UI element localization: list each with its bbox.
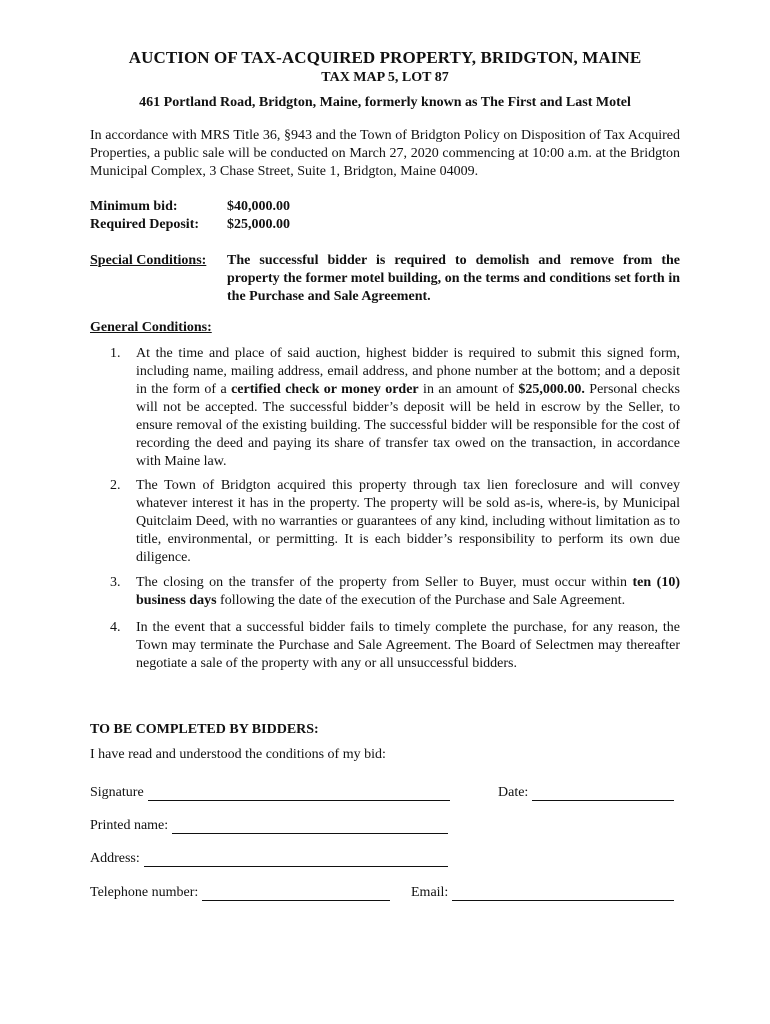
- required-deposit-label: Required Deposit:: [90, 217, 200, 232]
- special-conditions-text: The successful bidder is required to demolish and remove from the property the former motel building, on the terms and conditions set forth in the Purchase and Sale Agreement.: [227, 253, 680, 304]
- minimum-bid-value: $40,000.00: [227, 199, 290, 214]
- printed-name-line[interactable]: [172, 819, 448, 834]
- condition-number: 3.: [110, 575, 121, 590]
- minimum-bid-label: Minimum bid:: [90, 199, 178, 214]
- intro-paragraph: In accordance with MRS Title 36, §943 and the Town of Bridgton Policy on Disposition of Tax Acquired Properties, a public sale will be conducted on March 27, 2020 commencing at 10:00 a.m. at the Bridgton Municipal Complex, 3 Chase Street, Suite 1, Bridgton, Maine 04009.: [90, 128, 680, 179]
- address-label: Address:: [90, 851, 140, 866]
- date-label: Date:: [498, 785, 529, 800]
- condition-text: The Town of Bridgton acquired this property through tax lien foreclosure and will convey whatever interest it has in the property. The property will be sold as-is, where-is, by Municipal Quitclaim Deed, with no warranties or guarantees of any kind, including without limitation as to title, environmental, or permitting. It is each bidder’s responsibility to perform its own due diligence.: [136, 478, 680, 565]
- minimum-bid-row: [90, 199, 290, 215]
- condition-text: The closing on the transfer of the property from Seller to Buyer, must occur within ten (10) business days following the date of the execution of the Purchase and Sale Agreement.: [136, 575, 680, 608]
- document-title: AUCTION OF TAX-ACQUIRED PROPERTY, BRIDGTON, MAINE: [128, 48, 642, 67]
- condition-item-1: [110, 345, 680, 471]
- telephone-label: Telephone number:: [90, 885, 199, 900]
- printed-name-label: Printed name:: [90, 818, 169, 833]
- required-deposit-row: [90, 217, 290, 233]
- telephone-field: [90, 885, 390, 901]
- general-conditions-heading: General Conditions:: [90, 320, 212, 335]
- condition-text: At the time and place of said auction, highest bidder is required to submit this signed form, including name, mailing address, email address, and phone number at the bottom; and a deposit in the form of a certified check or money order in an amount of $25,000.00. Personal checks will not be accepted. The successful bidder’s deposit will be held in escrow by the Seller, to ensure removal of the existing building. The successful bidder will be responsible for the cost of recording the deed and paying its share of transfer tax owed on the transaction, in accordance with Maine law.: [136, 346, 680, 469]
- condition-item-3: [110, 574, 680, 610]
- special-conditions-label: Special Conditions:: [90, 253, 207, 268]
- telephone-line[interactable]: [202, 886, 390, 901]
- signature-line[interactable]: [148, 786, 450, 801]
- signature-field: [90, 785, 450, 801]
- bidders-heading: TO BE COMPLETED BY BIDDERS:: [90, 722, 319, 737]
- email-label: Email:: [411, 885, 449, 900]
- acknowledgement-text: I have read and understood the conditions of my bid:: [90, 747, 386, 762]
- condition-number: 1.: [110, 346, 121, 361]
- printed-name-field: [90, 818, 448, 834]
- required-deposit-value: $25,000.00: [227, 217, 290, 232]
- condition-number: 2.: [110, 478, 121, 493]
- condition-number: 4.: [110, 620, 121, 635]
- condition-item-2: [110, 477, 680, 567]
- condition-text: In the event that a successful bidder fails to timely complete the purchase, for any reason, the Town may terminate the Purchase and Sale Agreement. The Board of Selectmen may thereafter negotiate a sale of the property with any or all unsuccessful bidders.: [136, 620, 680, 671]
- date-field: [498, 785, 674, 801]
- address-field: [90, 851, 448, 867]
- tax-map-subtitle: TAX MAP 5, LOT 87: [321, 70, 449, 85]
- address-line[interactable]: [144, 852, 448, 867]
- date-line[interactable]: [532, 786, 674, 801]
- email-line[interactable]: [452, 886, 674, 901]
- email-field: [411, 885, 674, 901]
- condition-item-4: [110, 619, 680, 673]
- signature-label: Signature: [90, 785, 144, 800]
- property-address: 461 Portland Road, Bridgton, Maine, formerly known as The First and Last Motel: [139, 95, 631, 110]
- special-conditions: [90, 252, 680, 306]
